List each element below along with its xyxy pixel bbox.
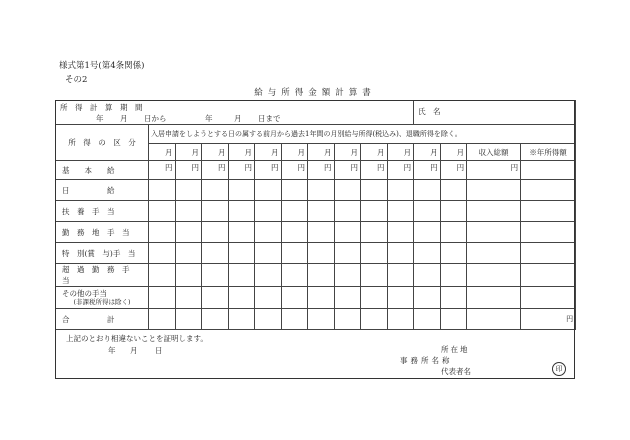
period-from-month: 月: [120, 114, 128, 123]
month-header: 月: [202, 144, 229, 161]
form-sub-number: その2: [65, 75, 88, 85]
form-number: 様式第1号(第4条関係): [59, 61, 145, 71]
month-header: 月: [361, 144, 388, 161]
yen-mark[interactable]: 円: [255, 161, 282, 180]
cert-year[interactable]: 年: [108, 346, 116, 355]
cert-month[interactable]: 月: [130, 346, 138, 355]
month-header: 月: [440, 144, 467, 161]
month-header: 月: [334, 144, 361, 161]
income-category-label: 所 得 の 区 分: [56, 125, 149, 161]
annual-income-header: ※年所得額: [521, 144, 576, 161]
yen-mark[interactable]: 円: [440, 161, 467, 180]
office-name-label: 事務所名称: [400, 356, 453, 365]
yen-mark[interactable]: 円: [414, 161, 441, 180]
yen-mark[interactable]: 円: [334, 161, 361, 180]
row-label: 基 本 給: [56, 161, 149, 180]
row-label: その他の手当 (非課税所得は除く): [56, 287, 149, 309]
row-label: 特 別(賞 与)手 当: [56, 243, 149, 264]
month-header: 月: [175, 144, 202, 161]
yen-mark[interactable]: 円: [308, 161, 335, 180]
period-to-day: 日まで: [258, 114, 281, 123]
row-label: 勤 務 地 手 当: [56, 222, 149, 243]
name-label: 氏 名: [418, 107, 441, 116]
month-header: 月: [308, 144, 335, 161]
seal-icon: 印: [552, 362, 566, 376]
cert-day[interactable]: 日: [155, 346, 163, 355]
period-to-year: 年: [205, 114, 213, 123]
month-header: 月: [281, 144, 308, 161]
month-header: 月: [387, 144, 414, 161]
period-from-day: 日から: [144, 114, 167, 123]
period-from-year: 年: [96, 114, 104, 123]
row-label: 扶 養 手 当: [56, 201, 149, 222]
instruction-text: 入居申請をしようとする日の属する前月から過去1年間の月別給与所得(税込み)、退職所得を除く。: [149, 125, 576, 144]
document-title: 給与所得金額計算書: [254, 88, 376, 98]
row-label: 超 過 勤 務 手 当: [56, 264, 149, 287]
yen-mark[interactable]: 円: [202, 161, 229, 180]
month-header: 月: [228, 144, 255, 161]
period-label: 所 得 計 算 期 間: [60, 103, 143, 112]
certification-statement: 上記のとおり相違ないことを証明します。: [66, 334, 208, 343]
annual-total-yen[interactable]: 円: [521, 309, 576, 330]
yen-mark[interactable]: 円: [228, 161, 255, 180]
representative-label: 代表者名: [441, 367, 471, 376]
month-header: 月: [255, 144, 282, 161]
yen-mark[interactable]: 円: [281, 161, 308, 180]
total-label: 合 計: [56, 309, 149, 330]
yen-mark[interactable]: 円: [467, 161, 521, 180]
total-income-header: 収入総額: [467, 144, 521, 161]
row-label: 日 給: [56, 180, 149, 201]
yen-mark[interactable]: 円: [175, 161, 202, 180]
month-header: 月: [414, 144, 441, 161]
yen-mark[interactable]: 円: [361, 161, 388, 180]
yen-mark[interactable]: 円: [387, 161, 414, 180]
yen-mark[interactable]: 円: [149, 161, 176, 180]
period-to-month: 月: [234, 114, 242, 123]
address-label: 所在地: [441, 345, 470, 354]
month-header: 月: [149, 144, 176, 161]
